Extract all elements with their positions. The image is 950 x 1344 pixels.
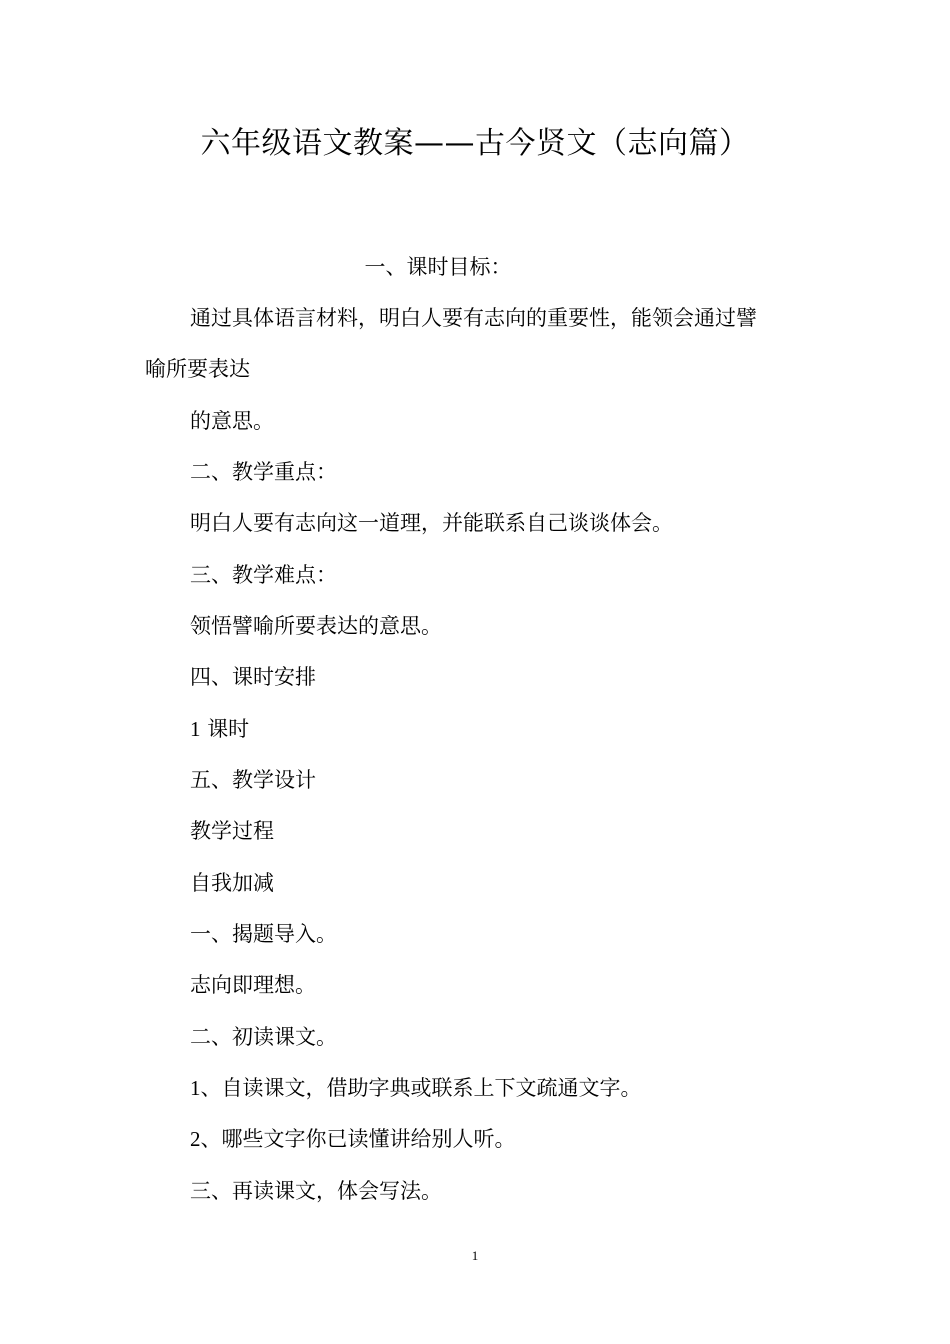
paragraph-difficulties: 领悟譬喻所要表达的意思。 [190,614,442,638]
paragraph-objectives-line-3: 的意思。 [190,409,274,433]
schedule-number: 1 [190,717,201,741]
step-heading-second-reading: 三、再读课文，体会写法。 [190,1179,442,1203]
paragraph-key-points: 明白人要有志向这一道理，并能联系自己谈谈体会。 [190,511,673,535]
step-heading-first-reading: 二、初读课文。 [190,1025,337,1049]
list-item-2-text: 、哪些文字你已读懂讲给别人听。 [200,1127,516,1151]
paragraph-intro: 志向即理想。 [190,973,316,997]
paragraph-process: 教学过程 [190,819,274,843]
paragraph-schedule [190,714,249,744]
section-heading-schedule: 四、课时安排 [190,665,316,689]
page-number: 1 [471,1248,479,1263]
paragraph-objectives-line-1: 通过具体语言材料，明白人要有志向的重要性，能领会通过譬 [190,306,757,330]
document-title: 六年级语文教案——古今贤文（志向篇） [200,126,750,161]
section-heading-key-points: 二、教学重点： [190,460,337,484]
list-item-1 [190,1073,642,1103]
paragraph-objectives-line-2: 喻所要表达 [145,357,250,381]
list-item-2 [190,1124,516,1154]
section-heading-design: 五、教学设计 [190,768,316,792]
paragraph-self-adjust: 自我加减 [190,871,274,895]
list-item-1-number: 1 [190,1076,201,1100]
section-heading-objectives: 一、课时目标： [364,255,512,279]
step-heading-intro: 一、揭题导入。 [190,922,337,946]
list-item-1-text: 、自读课文，借助字典或联系上下文疏通文字。 [200,1076,642,1100]
list-item-2-number: 2 [190,1127,201,1151]
schedule-unit: 课时 [207,717,250,741]
section-heading-difficulties: 三、教学难点： [190,563,337,587]
